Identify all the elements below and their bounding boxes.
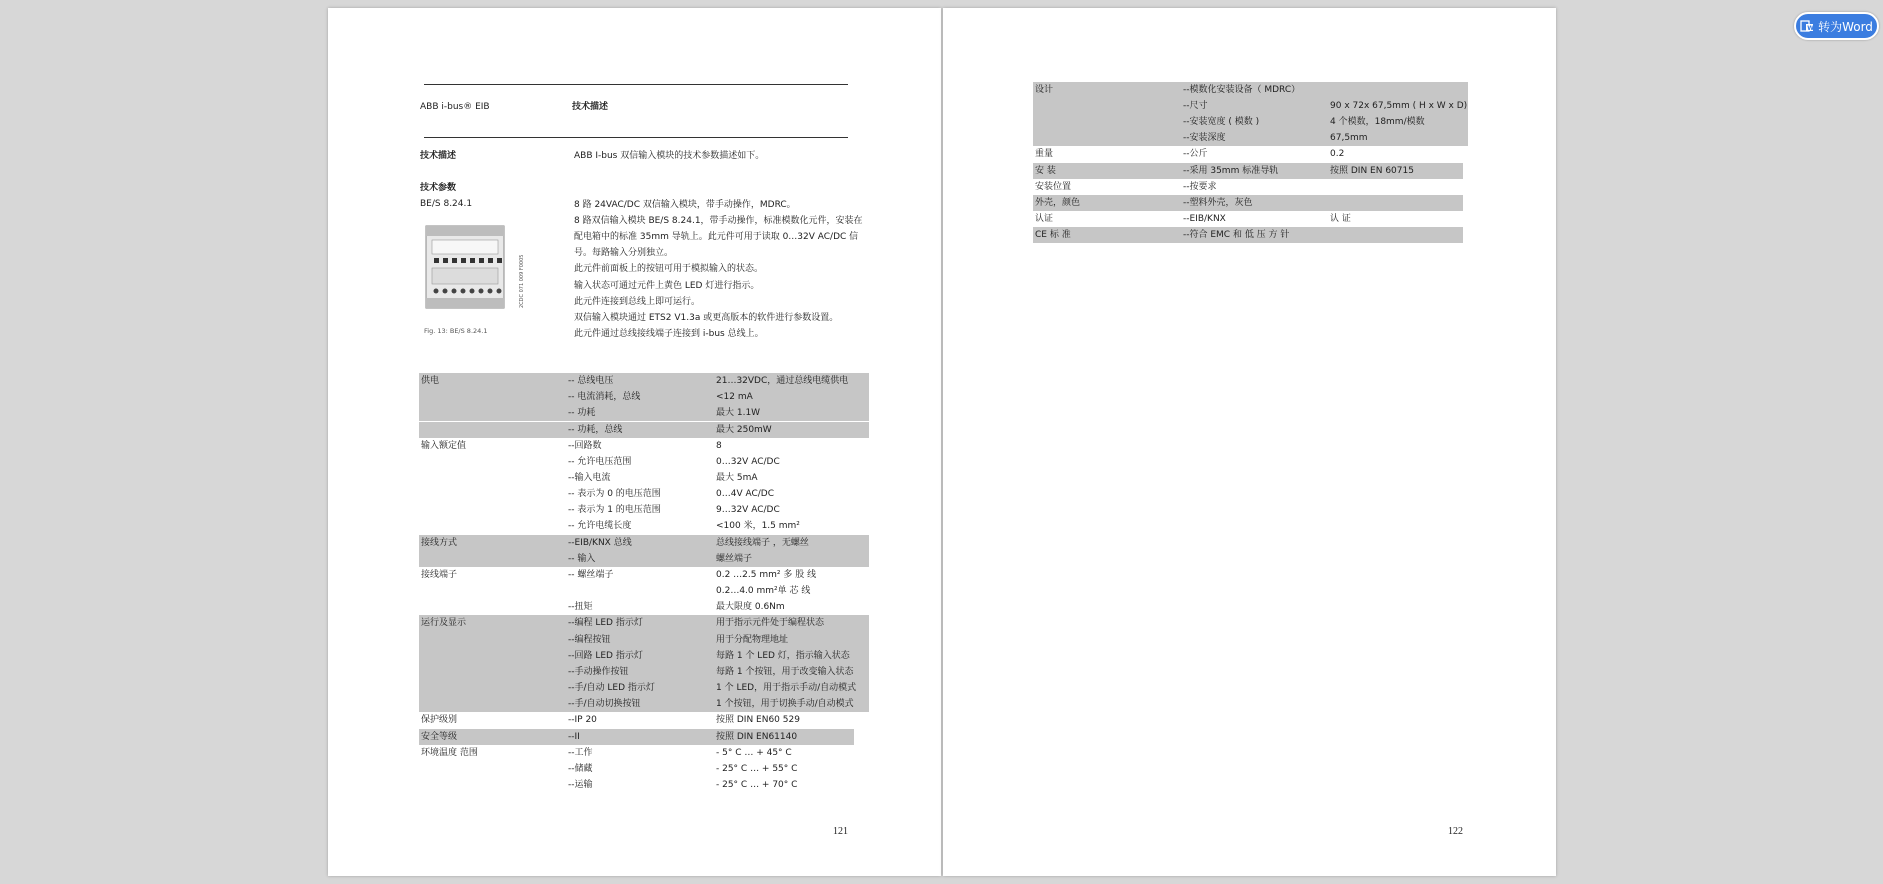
- table-row-band: [419, 551, 869, 567]
- description-line: 8 路双信输入模块 BE/S 8.24.1，带手动操作，标准模数化元件，安装在: [574, 216, 863, 227]
- table-cell-item: -- 允许电缆长度: [568, 521, 632, 532]
- table-cell-item: --回路数: [568, 440, 602, 451]
- table-cell-value: 螺丝端子: [716, 553, 753, 564]
- table-cell-value: 0…32V AC/DC: [716, 456, 780, 467]
- table-cell-value: - 25° C … + 70° C: [716, 780, 798, 790]
- table-cell-item: --尺寸: [1183, 101, 1208, 112]
- table-cell-item: --编程 LED 指示灯: [568, 618, 643, 629]
- page-number-122: 122: [1448, 826, 1463, 837]
- header-top-rule: [424, 84, 848, 85]
- description-line: 此元件通过总线接线端子连接到 i-bus 总线上。: [574, 328, 764, 339]
- description-line: 8 路 24VAC/DC 双信输入模块，带手动操作，MDRC。: [574, 200, 796, 210]
- table-cell-item: --EIB/KNX 总线: [568, 537, 632, 548]
- table-cell-item: -- 表示为 0 的电压范围: [568, 489, 661, 500]
- table-cell-item: --公斤: [1183, 149, 1208, 160]
- table-cell-item: --塑料外壳，灰色: [1183, 197, 1253, 208]
- table-cell-item: --扭矩: [568, 602, 593, 613]
- table-cell-value: 21…32VDC，通过总线电缆供电: [716, 376, 849, 386]
- table-cell-value: 最大 5mA: [716, 473, 758, 483]
- table-cell-value: 总线接线端子 ，无螺丝: [716, 537, 809, 548]
- page-121: [328, 8, 941, 876]
- description-line: 配电箱中的标准 35mm 导轨上。此元件可用于读取 0…32V AC/DC 信: [574, 232, 859, 243]
- table-cell-item: --安装宽度 ( 模数 ): [1183, 117, 1260, 128]
- description-line: 双信输入模块通过 ETS2 V1.3a 或更高版本的软件进行参数设置。: [574, 312, 839, 323]
- table-cell-value: 按照 DIN EN60 529: [716, 715, 800, 726]
- table-cell-item: --输入电流: [568, 473, 611, 483]
- table-cell-value: 4 个模数，18mm/模数: [1330, 117, 1425, 128]
- table-cell-item: --手/自动切换按钮: [568, 699, 641, 710]
- table-cell-value: 最大 1.1W: [716, 408, 761, 419]
- table-cell-value: 用于分配物理地址: [716, 634, 789, 645]
- table-cell-item: --手/自动 LED 指示灯: [568, 683, 655, 693]
- table-cell-value: 8: [716, 440, 722, 451]
- table-cell-value: <12 mA: [716, 392, 753, 403]
- description-line: 输入状态可通过元件上黄色 LED 灯进行指示。: [574, 280, 760, 291]
- table-cell-value: 最大 250mW: [716, 424, 772, 435]
- table-cell-value: 0.2…4.0 mm²单 芯 线: [716, 586, 811, 597]
- table-cell-item: -- 功耗，总线: [568, 424, 623, 435]
- table-cell-item: --手动操作按钮: [568, 666, 629, 677]
- table-cell-item: -- 电流消耗，总线: [568, 392, 641, 403]
- table-cell-category: 供电: [421, 376, 440, 386]
- table-cell-category: 保护级别: [421, 715, 458, 726]
- table-cell-category: 设计: [1035, 85, 1054, 95]
- description-line: 此元件前面板上的按钮可用于模拟输入的状态。: [574, 264, 764, 275]
- table-cell-value: 90 x 72x 67,5mm ( H x W x D): [1330, 101, 1468, 112]
- svg-text:W: W: [1807, 25, 1814, 32]
- description-line: 号。每路输入分别独立。: [574, 248, 674, 259]
- table-cell-item: -- 允许电压范围: [568, 456, 632, 467]
- header-brand: ABB i-bus® EIB: [420, 102, 490, 112]
- table-row-band: [419, 405, 869, 421]
- table-cell-value: - 5° C … + 45° C: [716, 747, 792, 758]
- page-122: [943, 8, 1556, 876]
- table-cell-item: --安装深度: [1183, 133, 1226, 144]
- table-cell-category: 安 装: [1035, 165, 1056, 176]
- table-cell-item: --II: [568, 731, 580, 742]
- table-cell-category: 安全等级: [421, 731, 458, 742]
- table-row-band: [419, 422, 869, 438]
- table-cell-item: --EIB/KNX: [1183, 213, 1226, 224]
- table-cell-value: 每路 1 个 LED 灯，指示输入状态: [716, 650, 850, 661]
- table-cell-value: 用于指示元件处于编程状态: [716, 618, 825, 629]
- table-cell-item: -- 螺丝端子: [568, 569, 614, 580]
- table-row-band: [419, 389, 869, 405]
- table-cell-value: 每路 1 个按钮，用于改变输入状态: [716, 666, 854, 677]
- table-cell-item: --符合 EMC 和 低 压 方 针: [1183, 229, 1290, 240]
- table-cell-value: - 25° C … + 55° C: [716, 763, 798, 774]
- table-cell-item: -- 输入: [568, 553, 596, 564]
- table-cell-value: <100 米，1.5 mm²: [716, 521, 800, 532]
- table-cell-item: --储藏: [568, 763, 593, 774]
- table-cell-category: 外壳，颜色: [1035, 197, 1081, 208]
- table-cell-item: --编程按钮: [568, 634, 611, 645]
- table-row-band: [1033, 130, 1468, 146]
- table-cell-value: 按照 DIN EN61140: [716, 731, 798, 742]
- table-cell-value: 认 证: [1330, 213, 1351, 224]
- table-row-band: [419, 632, 869, 648]
- table-cell-value: 67,5mm: [1330, 133, 1368, 144]
- section-text: ABB I-bus 双信输入模块的技术参数描述如下。: [574, 151, 765, 161]
- params-label: 技术参数: [420, 183, 457, 193]
- product-code: BE/S 8.24.1: [420, 199, 473, 209]
- table-cell-item: --按要求: [1183, 181, 1217, 192]
- word-doc-icon: [1800, 19, 1814, 33]
- table-cell-category: 接线端子: [421, 569, 458, 580]
- table-cell-category: 输入额定值: [421, 440, 467, 451]
- table-cell-item: --回路 LED 指示灯: [568, 650, 643, 661]
- table-cell-value: 9…32V AC/DC: [716, 505, 780, 516]
- table-cell-category: 接线方式: [421, 537, 458, 548]
- table-cell-value: 0.2 …2.5 mm² 多 股 线: [716, 569, 817, 580]
- table-cell-value: 1 个 LED，用于指示手动/自动模式: [716, 683, 857, 693]
- description-line: 此元件连接到总线上即可运行。: [574, 296, 701, 307]
- figure-side-text: 2CDC 071 009 F0005: [519, 254, 525, 308]
- table-cell-value: 1 个按钮，用于切换手动/自动模式: [716, 699, 854, 710]
- table-cell-item: -- 功耗: [568, 408, 596, 419]
- header-bottom-rule: [424, 137, 848, 138]
- figure-caption: Fig. 13: BE/S 8.24.1: [424, 327, 488, 335]
- convert-to-word-button[interactable]: [1794, 12, 1879, 40]
- table-cell-category: 安装位置: [1035, 181, 1072, 192]
- product-image: [422, 218, 514, 323]
- table-cell-category: 认证: [1035, 213, 1054, 224]
- table-cell-value: 0.2: [1330, 149, 1345, 160]
- table-cell-category: 重量: [1035, 149, 1054, 160]
- table-cell-category: 运行及显示: [421, 618, 467, 629]
- table-cell-item: -- 表示为 1 的电压范围: [568, 505, 661, 516]
- table-cell-item: --模数化安装设备（ MDRC）: [1183, 85, 1301, 95]
- table-cell-category: CE 标 准: [1035, 229, 1071, 240]
- table-cell-category: 环境温度 范围: [421, 747, 478, 758]
- section-label: 技术描述: [420, 151, 457, 161]
- table-cell-item: --运输: [568, 780, 593, 790]
- table-cell-value: 0…4V AC/DC: [716, 489, 774, 500]
- header-title: 技术描述: [572, 102, 609, 112]
- table-cell-item: --工作: [568, 747, 593, 758]
- table-cell-item: -- 总线电压: [568, 376, 614, 386]
- table-cell-value: 最大限度 0.6Nm: [716, 602, 785, 613]
- table-cell-value: 按照 DIN EN 60715: [1330, 165, 1414, 176]
- table-cell-item: --采用 35mm 标准导轨: [1183, 165, 1279, 176]
- table-cell-item: --IP 20: [568, 715, 597, 726]
- page-number-121: 121: [833, 826, 848, 837]
- convert-to-word-label: 转为Word: [1818, 19, 1873, 34]
